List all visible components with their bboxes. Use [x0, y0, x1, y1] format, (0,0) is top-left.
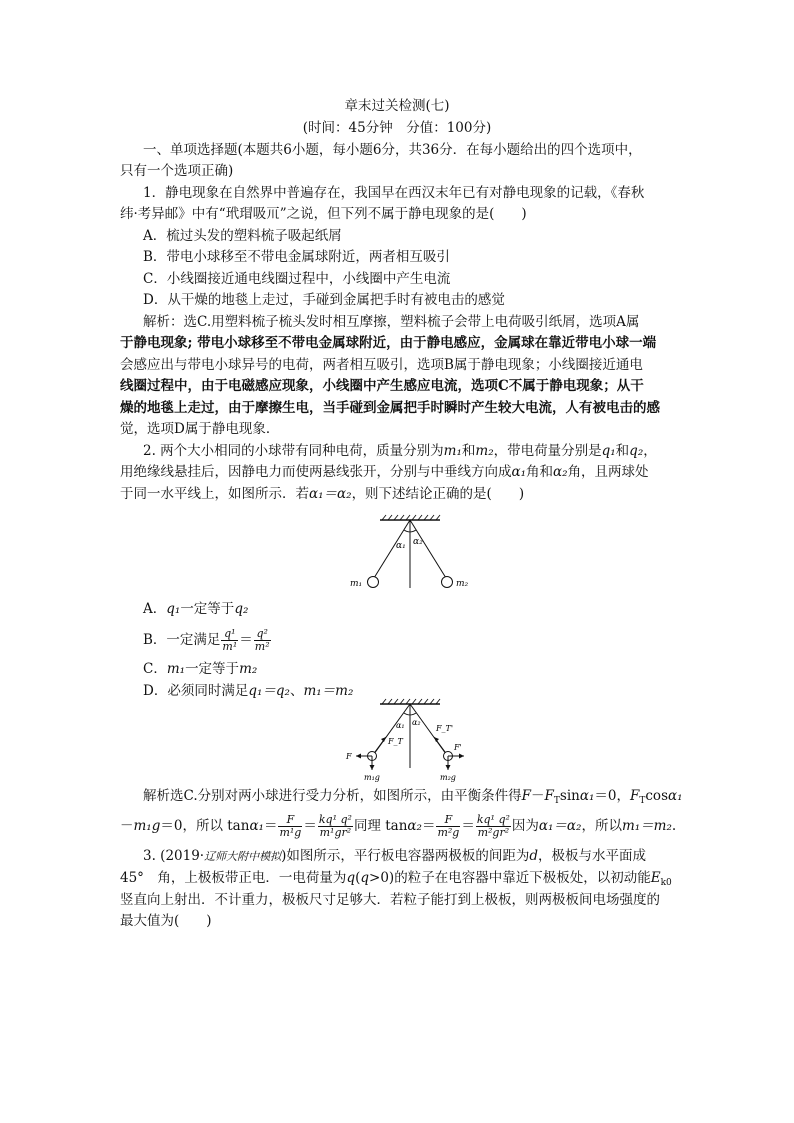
text: 因为: [511, 818, 539, 834]
text: ＝0，所以 tan: [160, 818, 250, 834]
arrowhead: [356, 754, 361, 759]
q2-option-a: [143, 599, 248, 619]
fig1-m2-label: m₂: [456, 579, 469, 589]
text: B．一定满足: [143, 632, 221, 648]
q2-stem-line3: [120, 484, 524, 504]
arrowhead: [370, 765, 375, 770]
fig2-alpha2-label: α₂: [412, 718, 421, 727]
text: ，所以: [581, 818, 622, 834]
var-m1: m₁: [166, 661, 186, 677]
q1-stem-line2: 纬·考异邮》中有“玳瑁吸𥘅”之说，但下列不属于静电现象的是( ): [120, 206, 527, 222]
frac-den: m¹g: [279, 826, 302, 839]
eq-m: m₁＝m₂: [621, 818, 672, 834]
frac-den: m²: [254, 640, 270, 653]
eq-alpha: α₁＝α₂: [309, 486, 352, 502]
q1-explanation-line2: 于静电现象; 带电小球移至不带电金属球附近，由于静电感应，金属球在靠近带电小球一端: [120, 335, 657, 351]
q2-stem-line2: [120, 462, 649, 482]
fig2-FT-label: F_T: [388, 737, 403, 746]
q1-option-b: B．带电小球移至不带电金属球附近，两者相互吸引: [143, 249, 450, 265]
text: A．: [143, 601, 167, 617]
fig1-m1-label: m₁: [350, 579, 363, 589]
var-q2: q₂: [234, 601, 249, 617]
var-alpha1: α₁: [668, 788, 683, 804]
var-q: q: [346, 870, 356, 886]
text: )如图所示，平行板电容器两极板的间距为: [281, 848, 530, 864]
q3-stem-line1: [143, 846, 646, 867]
var-F: F: [521, 788, 532, 804]
var-q: q: [360, 870, 370, 886]
arrowhead: [446, 765, 451, 770]
text: 45° 角，上极板带正电．一电荷量为: [120, 870, 347, 886]
text: －: [120, 818, 134, 834]
fig2-m1g-label: m₁g: [364, 773, 380, 782]
var-m1: m₁: [443, 443, 462, 459]
text: 解析选C.分别对两小球进行受力分析，如图所示，由平衡条件得: [143, 788, 522, 804]
text: 3. (2019·: [143, 848, 205, 864]
frac-num: q²: [254, 628, 271, 641]
text: 用绝缘线悬挂后，因静电力而使两悬线张开，分别与中垂线方向成: [120, 464, 512, 480]
fig2-F-label: F: [346, 752, 352, 761]
var-alpha1: α₁: [511, 464, 527, 480]
var-g: g: [151, 818, 161, 834]
text: ＝: [263, 818, 278, 834]
q2-stem-line1: [143, 441, 657, 461]
q2-explanation-line2: [120, 812, 676, 840]
fraction: [436, 814, 460, 839]
text: ，: [643, 443, 657, 459]
var-alpha2: α₂: [407, 818, 422, 834]
section-heading-line1: 一、单项选择题(本题共6小题，每小题6分，共36分．在每小题给出的四个选项中，: [143, 142, 642, 158]
var-m1: m₁: [133, 818, 152, 834]
var-m2: m₂: [239, 661, 258, 677]
section-heading-line2: 只有一个选项正确): [120, 163, 234, 179]
q1-stem-line1: 1．静电现象在自然界中普遍存在，我国早在西汉末年已有对静电现象的记载，《春秋: [143, 185, 645, 201]
text: 和: [461, 443, 476, 459]
fig1-alpha2-label: α₂: [413, 537, 423, 547]
q3-stem-line4: 最大值为( ): [120, 913, 212, 929]
q2-option-b: [143, 626, 272, 654]
text: ，带电荷量分别是: [493, 443, 602, 459]
q2-explanation-line1: [143, 786, 683, 806]
frac-num: kq¹ q²: [318, 813, 352, 826]
var-FT: F: [629, 788, 640, 804]
frac-den: m¹: [222, 640, 238, 653]
eq-q: q₁＝q₂: [248, 683, 290, 699]
text: .: [671, 818, 677, 834]
text: 一定等于: [185, 661, 240, 677]
fig2-alpha1-label: α₁: [396, 721, 405, 730]
fraction-q2-m2: [254, 628, 271, 653]
ball-m2: [442, 577, 453, 588]
var-d: d: [529, 848, 539, 864]
text: ，则下述结论正确的是( ): [351, 486, 525, 502]
arrowhead: [459, 754, 464, 759]
q1-explanation-line3: 会感应出与带电小球异号的电荷，两者相互吸引，选项B属于静电现象；小线圈接近通电: [120, 357, 643, 373]
eq-alpha: α₁＝α₂: [538, 818, 582, 834]
var-alpha2: α₂: [553, 464, 568, 480]
var-FT: F: [544, 788, 554, 804]
text: ＝: [461, 818, 475, 834]
angle-arc-right: [410, 713, 416, 715]
q2-option-c: [143, 659, 257, 679]
fraction: [318, 814, 353, 839]
text: ，极板与水平面成: [538, 848, 647, 864]
text: ＝: [239, 632, 253, 648]
frac-den: m²gr²: [477, 826, 510, 839]
text: cos: [645, 788, 668, 804]
sub-k0: k0: [660, 878, 672, 888]
angle-arc-right: [410, 530, 416, 532]
page-subtitle: (时间：45分钟 分值：100分): [302, 120, 492, 136]
fig1-alpha1-label: α₁: [396, 541, 406, 551]
eq-m: m₁＝m₂: [303, 683, 354, 699]
pendulum-figure-1: [340, 514, 480, 594]
frac-num: F: [436, 814, 460, 827]
fraction-q1-m1: [221, 628, 238, 653]
q2-option-d: [143, 681, 353, 701]
angle-arc-left: [404, 530, 410, 532]
text: ＝: [421, 818, 436, 834]
source-tag: 辽师大附中模拟: [204, 850, 282, 863]
var-alpha1: α₁: [579, 788, 595, 804]
var-E: E: [650, 870, 661, 886]
var-alpha1: α₁: [249, 818, 264, 834]
fraction: [476, 814, 511, 839]
q1-option-d: D．从干燥的地毯上走过，手碰到金属把手时有被电击的感觉: [143, 292, 505, 308]
frac-num: q¹: [221, 628, 238, 641]
force-diagram-figure-2: [336, 698, 476, 782]
q3-stem-line3: 竖直向上射出．不计重力，极板尺寸足够大．若粒子能打到上极板，则两极板间电场强度的: [120, 892, 660, 908]
fig2-m2g-label: m₂g: [440, 773, 456, 782]
text: 2. 两个大小相同的小球带有同种电荷，质量分别为: [143, 443, 444, 459]
frac-num: F: [278, 814, 302, 827]
q3-stem-line2: [120, 868, 672, 888]
var-q1: q₁: [601, 443, 616, 459]
var-m2: m₂: [475, 443, 494, 459]
ball-m1: [368, 577, 379, 588]
text: ＝0，: [594, 788, 630, 804]
q1-option-a: A．梳过头发的塑料梳子吸起纸屑: [143, 228, 342, 244]
arrowhead: [381, 737, 386, 742]
text: >0)的粒子在电容器中靠近下极板处，以初动能: [369, 870, 651, 886]
text: 角，且两球处: [567, 464, 649, 480]
text: (: [355, 870, 361, 886]
fraction: [278, 814, 302, 839]
sub-T: T: [553, 796, 560, 806]
fig2-Fprime-label: F': [454, 743, 462, 752]
frac-den: m²g: [437, 826, 460, 839]
text: C．: [143, 661, 167, 677]
q1-explanation-line4: 线圈过程中，由于电磁感应现象，小线圈中产生感应电流，选项C不属于静电现象；从干: [120, 378, 644, 394]
text: －: [531, 788, 545, 804]
text: 一定等于: [180, 601, 235, 617]
text: 同理 tan: [353, 818, 408, 834]
fig2-FTprime-label: F_T': [436, 724, 454, 733]
q1-explanation-line6: 觉，选项D属于静电现象．: [120, 421, 280, 437]
q1-explanation-line5: 燥的地毯上走过，由于摩擦生电，当手碰到金属把手时瞬时产生较大电流，人有被电击的感: [120, 400, 660, 416]
page-title: 章末过关检测(七): [344, 98, 450, 114]
text: sin: [559, 788, 580, 804]
angle-arc-left: [404, 713, 410, 715]
text: 、: [289, 683, 304, 699]
text: 于同一水平线上，如图所示．若: [120, 486, 309, 502]
frac-den: m¹gr²: [319, 826, 352, 839]
arrowhead: [434, 737, 439, 742]
q1-option-c: C．小线圈接近通电线圈过程中，小线圈中产生电流: [143, 271, 451, 287]
q1-explanation-line1: 解析：选C.用塑料梳子梳头发时相互摩擦，塑料梳子会带上电荷吸引纸屑，选项A属: [143, 314, 640, 330]
sub-T: T: [639, 796, 646, 806]
text: D．必须同时满足: [143, 683, 249, 699]
right-string: [410, 520, 446, 578]
text: ＝: [303, 818, 317, 834]
text: 角和: [526, 464, 554, 480]
frac-num: kq¹ q²: [476, 813, 510, 826]
var-q1: q₁: [166, 601, 181, 617]
var-q2: q₂: [629, 443, 644, 459]
text: 和: [615, 443, 630, 459]
